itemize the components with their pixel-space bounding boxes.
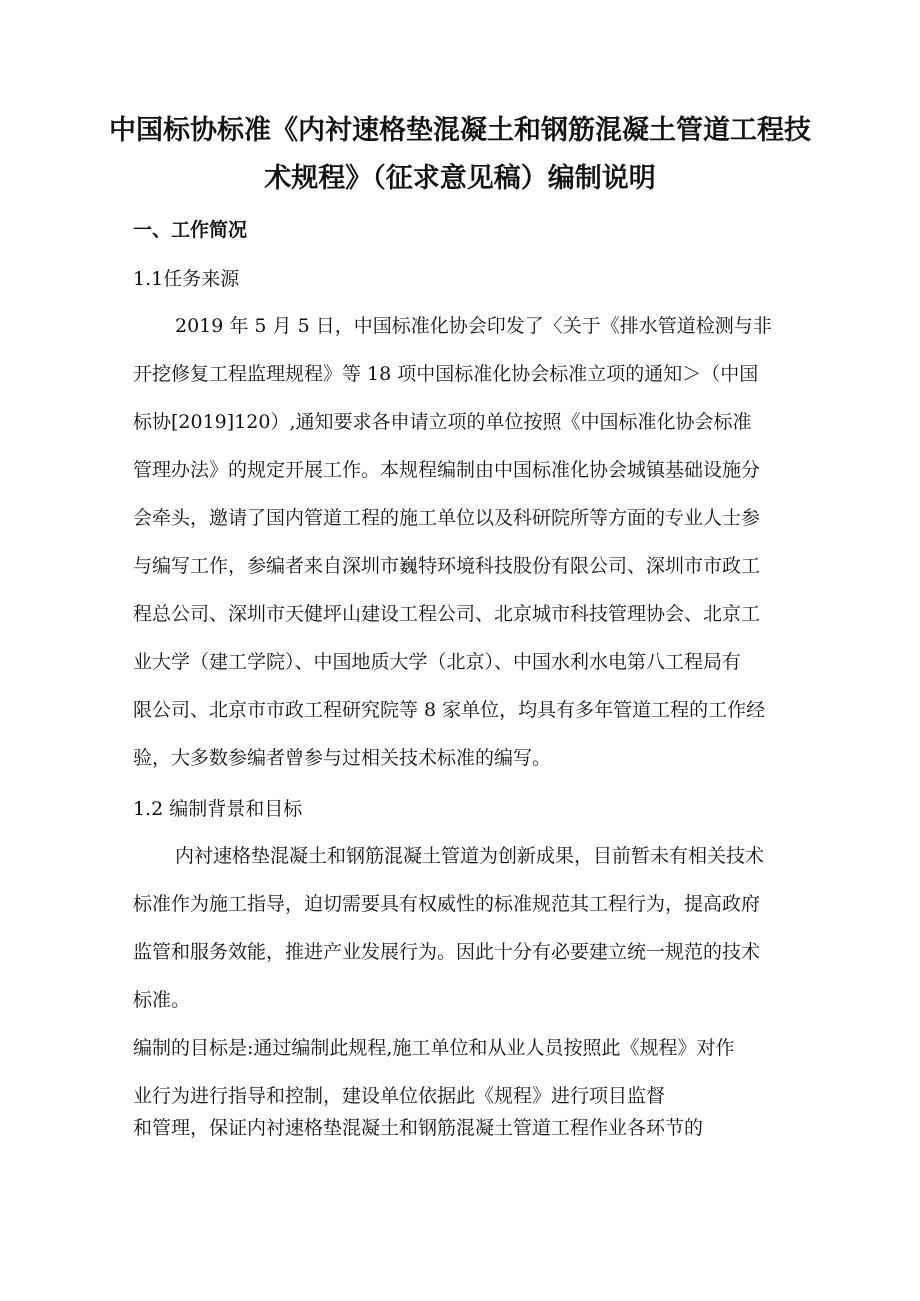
paragraph-line: 程总公司、深圳市天健坪山建设工程公司、北京城市科技管理协会、北京工 (133, 603, 761, 625)
paragraph-line: 2019 年 5 月 5 日，中国标准化协会印发了〈关于《排水管道检测与非 (175, 315, 772, 337)
paragraph-line: 验，大多数参编者曾参与过相关技术标准的编写。 (133, 747, 552, 769)
subsection-heading-task-source: 1.1任务来源 (133, 268, 240, 290)
paragraph-line: 监管和服务效能，推进产业发展行为。因此十分有必要建立统一规范的技术 (133, 941, 761, 963)
paragraph-line: 会牵头，邀请了国内管道工程的施工单位以及科研院所等方面的专业人士参 (133, 507, 761, 529)
paragraph-line: 标协[2019]120）,通知要求各申请立项的单位按照《中国标准化协会标准 (133, 411, 752, 433)
paragraph-line: 开挖修复工程监理规程》等 18 项中国标准化协会标准立项的通知＞（中国 (133, 363, 759, 385)
paragraph-line: 限公司、北京市市政工程研究院等 8 家单位，均具有多年管道工程的工作经 (133, 699, 766, 721)
paragraph-line: 编制的目标是:通过编制此规程,施工单位和从业人员按照此《规程》对作 (133, 1037, 735, 1059)
paragraph-line: 标准作为施工指导，迫切需要具有权威性的标准规范其工程行为，提高政府 (133, 893, 761, 915)
paragraph-line: 业大学（建工学院）、中国地质大学（北京）、中国水利水电第八工程局有 (133, 651, 742, 673)
subsection-heading-background-goals: 1.2 编制背景和目标 (133, 798, 303, 820)
document-title-line-1: 中国标协标准《内衬速格垫混凝土和钢筋混凝土管道工程技 (109, 115, 811, 146)
paragraph-line: 内衬速格垫混凝土和钢筋混凝土管道为创新成果，目前暂未有相关技术 (175, 845, 765, 867)
paragraph-line: 业行为进行指导和控制，建设单位依据此《规程》进行项目监督 (133, 1085, 666, 1107)
paragraph-line: 与编写工作，参编者来自深圳市巍特环境科技股份有限公司、深圳市市政工 (133, 555, 761, 577)
paragraph-line: 和管理，保证内衬速格垫混凝土和钢筋混凝土管道工程作业各环节的 (133, 1117, 704, 1139)
paragraph-line: 标准。 (133, 989, 191, 1011)
section-heading-work-overview: 一、工作简况 (133, 219, 248, 241)
document-title-line-2: 术规程》（征求意见稿）编制说明 (264, 163, 656, 194)
paragraph-line: 管理办法》的规定开展工作。本规程编制由中国标准化协会城镇基础设施分 (133, 459, 761, 481)
